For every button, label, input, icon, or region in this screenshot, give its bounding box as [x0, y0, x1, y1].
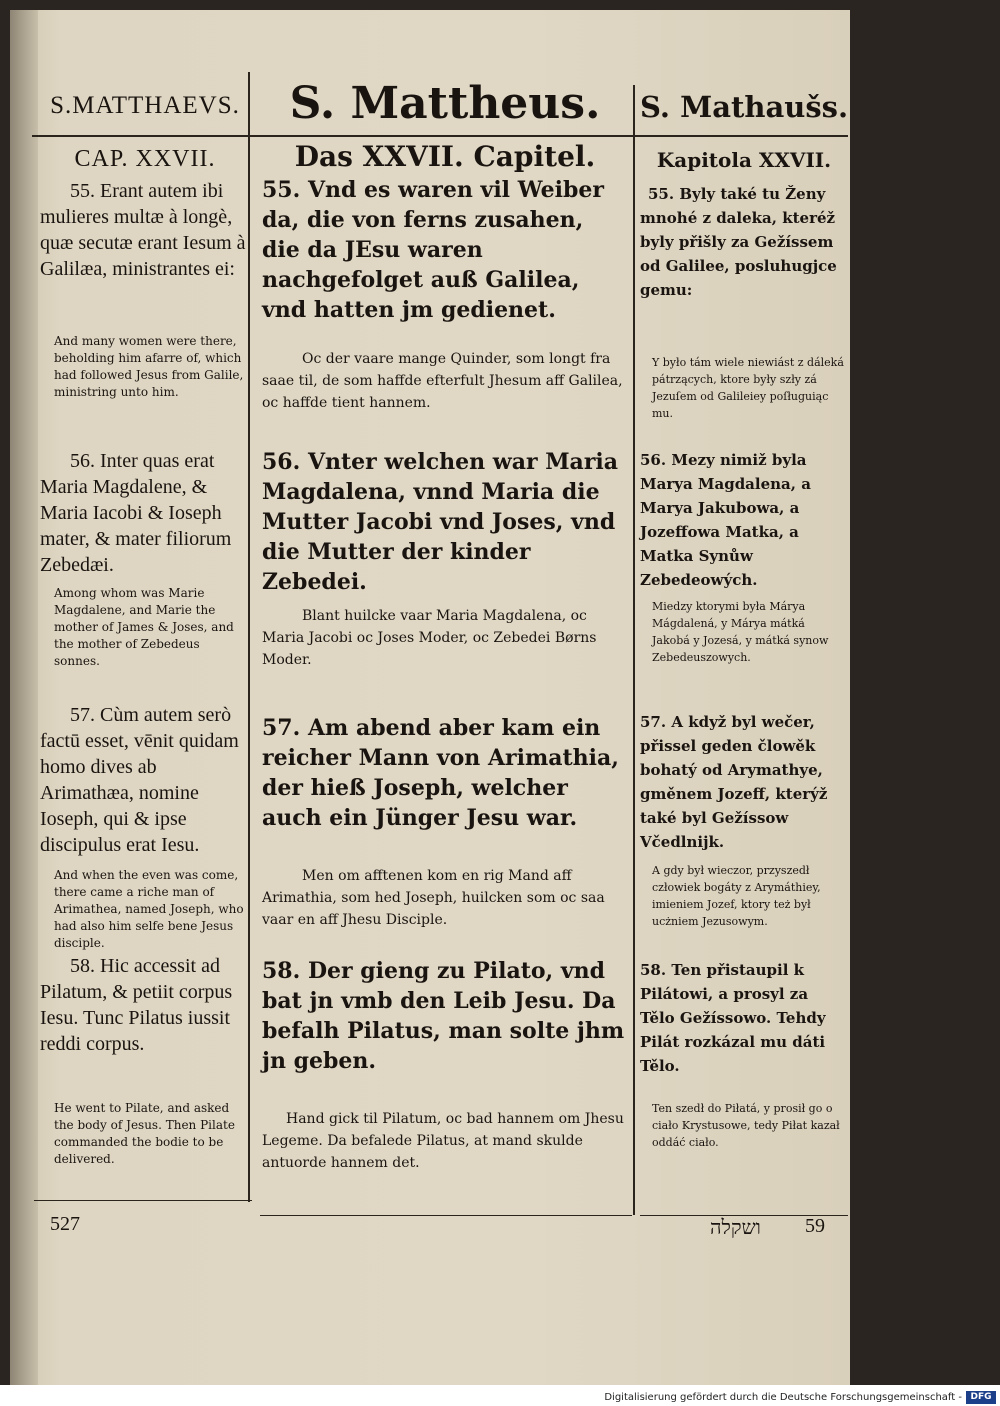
verse-text: Cùm autem serò factū esset, vēnit quidam homo dives ab Arimathæa, nomine Ioseph, qui & ipse discipulus erat Iesu. [40, 704, 239, 856]
polish-verse-57: A gdy był wieczor, przyszedł człowiek bogáty z Arymáthiey, imieniem Jozef, ktory też był ucżniem Jezusowym. [652, 864, 821, 928]
german-verse-56 [262, 447, 628, 597]
latin-verse-57 [40, 702, 248, 858]
verse-text: Am abend aber kam ein reicher Mann von Arimathia, der hieß Joseph, welcher auch ein Jünger Jesu war. [262, 715, 619, 831]
dfg-logo: DFG [966, 1391, 996, 1404]
verse-text: Byly také tu Ženy mnohé z daleka, kteréž byly přišly za Gežíssem od Galilee, posluhugjce gemu: [640, 185, 837, 299]
german-chapter-heading: Das XXVII. Capitel. [294, 140, 596, 173]
czech-running-head: S. Mathaušs. [640, 90, 849, 124]
verse-text: A když byl wečer, přissel geden člowěk bohatý od Arymathye, gměnem Jozeff, kterýž také byl Gežíssow Včedlnijk. [640, 713, 828, 851]
polish-verse-55: Y było tám wiele niewiást z dáleká pátrzących, ktore były szły zá Jezuſem od Galileiey poſługuiąc mu. [652, 356, 844, 420]
english-gloss-55: And many women were there, beholding him afarre of, which had followed Jesus from Galile, ministring unto him. [54, 334, 244, 399]
danish-verse-57: Men om afftenen kom en rig Mand aff Arimathia, som hed Joseph, huilcken som oc saa vaar en aff Jhesu Disciple. [262, 868, 605, 928]
verse-number: 58. [640, 961, 667, 979]
german-verse-58 [262, 956, 628, 1076]
digitization-banner [0, 1392, 1000, 1406]
header-rule [32, 135, 848, 137]
verse-text: Ten přistaupil k Pilátowi, a prosyl za Tělo Gežíssowo. Tehdy Pilát rozkázal mu dáti Tělo. [640, 961, 826, 1075]
english-gloss-58: He went to Pilate, and asked the body of Jesus. Then Pilate commanded the bodie to be delivered. [54, 1101, 235, 1166]
german-verse-55 [262, 175, 628, 325]
czech-verse-57 [640, 710, 844, 854]
page-number-right: 59 [805, 1215, 825, 1237]
czech-verse-58 [640, 958, 844, 1078]
polish-verse-58: Ten szedł do Piłatá, y prosił go o ciało Krystusowe, tedy Piłat kazał oddáć ciało. [652, 1102, 840, 1149]
english-gloss-56: Among whom was Marie Magdalene, and Marie the mother of James & Joses, and the mother of Zebedeus sonnes. [54, 586, 234, 668]
verse-number: 56. [70, 450, 95, 472]
verse-text: Der gieng zu Pilato, vnd bat jn vmb den Leib Jesu. Da befalh Pilatus, man solte jhm jn geben. [262, 958, 625, 1074]
german-verse-57 [262, 713, 628, 833]
czech-verse-55 [640, 182, 844, 302]
page-spine-shadow [10, 10, 38, 1385]
verse-text: Vnter welchen war Maria Magdalena, vnnd Maria die Mutter Jacobi vnd Joses, vnd die Mutter der kinder Zebedei. [262, 449, 619, 595]
verse-number: 55. [262, 177, 301, 203]
latin-verse-58 [40, 953, 248, 1057]
verse-text: Hic accessit ad Pilatum, & petiit corpus Iesu. Tunc Pilatus iussit reddi corpus. [40, 955, 233, 1055]
page-number-left: 527 [50, 1213, 80, 1235]
latin-verse-56 [40, 448, 248, 578]
verse-text: Vnd es waren vil Weiber da, die von ferns zusahen, die da JEsu waren nachgefolget auß Galilea, vnd hatten jm gedienet. [262, 177, 604, 323]
verse-text: Mezy nimiž byla Marya Magdalena, a Marya Jakubowa, a Jozeffowa Matka, a Matka Synůw Zebedeowých. [640, 451, 811, 589]
footer-rule-middle [260, 1215, 632, 1216]
czech-chapter-heading: Kapitola XXVII. [656, 148, 832, 172]
verse-number: 57. [70, 704, 95, 726]
verse-number: 56. [640, 451, 667, 469]
danish-verse-55: Oc der vaare mange Quinder, som longt fra saae til, de som haffde efterfult Jhesum aff Galilea, oc haffde tient hannem. [262, 351, 623, 411]
verse-text: Erant autem ibi mulieres multæ à longè, quæ secutæ erant Iesum à Galilæa, ministrantes ei: [40, 180, 246, 280]
polish-verse-56: Miedzy ktorymi była Márya Mágdalená, y Márya mátká Jakobá y Jozesá, y mátká synow Zebedeuszowych. [652, 600, 829, 664]
column-rule-left [248, 72, 250, 1202]
column-rule-right [633, 85, 635, 1215]
latin-running-head: S.MATTHAEVS. [50, 92, 240, 119]
latin-chapter-heading: CAP. XXVII. [74, 146, 216, 172]
banner-text: Digitalisierung gefördert durch die Deutsche Forschungsgemeinschaft - [604, 1392, 962, 1403]
verse-number: 58. [262, 958, 301, 984]
book-page [10, 10, 850, 1385]
danish-verse-58: Hand gick til Pilatum, oc bad hannem om Jhesu Legeme. Da befalede Pilatus, at mand skulde antuorde hannem det. [262, 1111, 624, 1171]
footer-rule-left [34, 1200, 252, 1201]
verse-number: 55. [70, 180, 95, 202]
danish-verse-56: Blant huilcke vaar Maria Magdalena, oc Maria Jacobi oc Joses Moder, oc Zebedei Børns Moder. [262, 608, 597, 668]
hebrew-catchword: ושקלה [710, 1215, 761, 1239]
german-running-head: S. Mattheus. [289, 78, 601, 129]
verse-number: 57. [262, 715, 301, 741]
english-gloss-57: And when the even was come, there came a riche man of Arimathea, named Joseph, who had also him selfe bene Jesus disciple. [54, 868, 244, 950]
czech-verse-56 [640, 448, 844, 592]
latin-verse-55 [40, 178, 248, 282]
verse-text: Inter quas erat Maria Magdalene, & Maria Iacobi & Ioseph mater, & mater filiorum Zebedæi. [40, 450, 232, 576]
verse-number: 58. [70, 955, 95, 977]
verse-number: 57. [640, 713, 667, 731]
verse-number: 55. [648, 185, 675, 203]
verse-number: 56. [262, 449, 301, 475]
